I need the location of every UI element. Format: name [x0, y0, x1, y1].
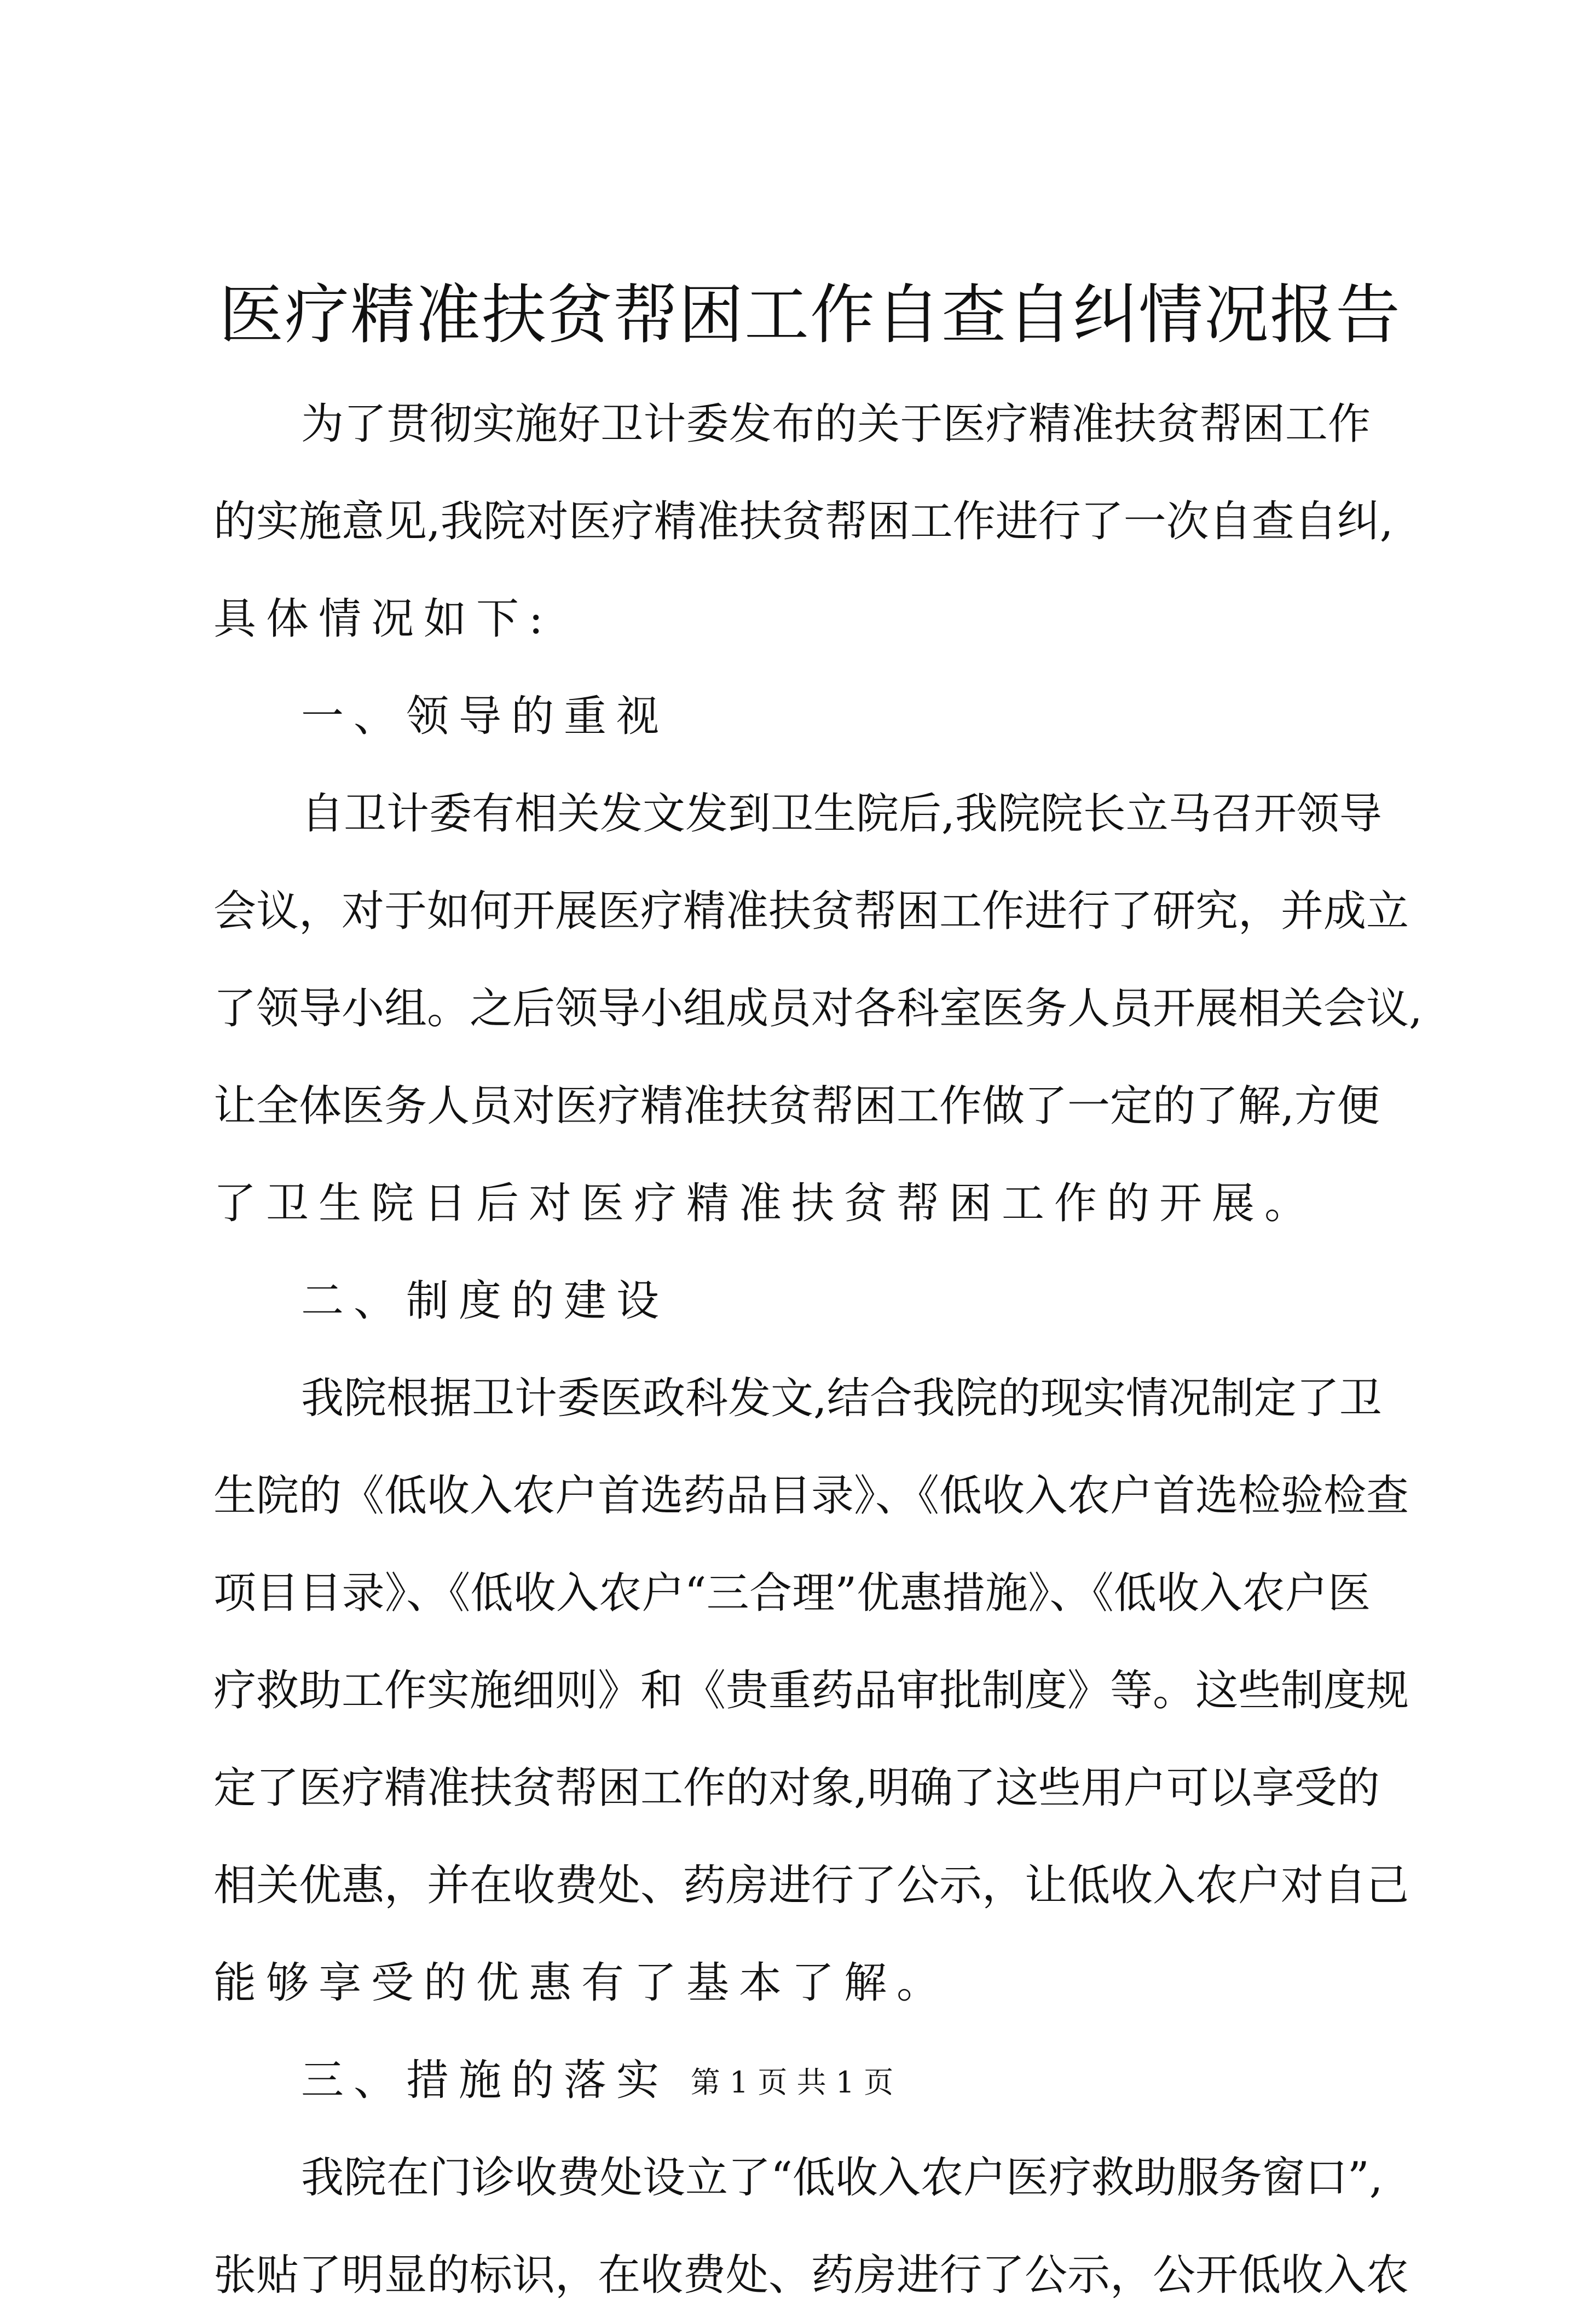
body-line: 了卫生院日后对医疗精准扶贫帮困工作的开展。 — [213, 1179, 1317, 1228]
body-line: 疗救助工作实施细则》和《贵重药品审批制度》等。这些制度规 — [213, 1666, 1409, 1715]
document-body — [213, 375, 1423, 2324]
body-line: 定了医疗精准扶贫帮困工作的对象,明确了这些用户可以享受的 — [213, 1764, 1380, 1813]
body-line: 的实施意见,我院对医疗精准扶贫帮困工作进行了一次自查自纠, — [213, 497, 1394, 546]
document-title: 医疗精准扶贫帮困工作自查自纠情况报告 — [219, 277, 1402, 352]
page-footer: 第 1 页 共 1 页 — [690, 2065, 894, 2100]
body-line: 我院在门诊收费处设立了“低收入农户医疗救助服务窗口”, — [301, 2153, 1383, 2202]
body-line: 生院的《低收入农户首选药品目录》、《低收入农户首选检验检查 — [213, 1471, 1409, 1521]
body-line: 相关优惠，并在收费处、药房进行了公示，让低收入农户对自己 — [213, 1861, 1409, 1910]
body-line: 为了贯彻实施好卫计委发布的关于医疗精准扶贫帮困工作 — [301, 400, 1371, 449]
body-line: 让全体医务人员对医疗精准扶贫帮困工作做了一定的了解,方便 — [213, 1082, 1380, 1131]
body-line: 我院根据卫计委医政科发文,结合我院的现实情况制定了卫 — [301, 1374, 1382, 1423]
body-line: 自卫计委有相关发文发到卫生院后,我院院长立马召开领导 — [301, 789, 1382, 839]
body-line: 具体情况如下: — [213, 594, 553, 644]
body-line: 一、领导的重视 — [301, 692, 669, 741]
body-line: 能够享受的优惠有了基本了解。 — [213, 1958, 950, 2008]
body-line: 了领导小组。之后领导小组成员对各科室医务人员开展相关会议, — [213, 984, 1423, 1033]
body-line: 二、制度的建设 — [301, 1276, 669, 1326]
body-line: 项目目录》、《低收入农户“三合理”优惠措施》、《低收入农户医 — [213, 1569, 1371, 1618]
body-line: 会议，对于如何开展医疗精准扶贫帮困工作进行了研究，并成立 — [213, 887, 1409, 936]
body-line: 三、措施的落实 — [301, 2056, 669, 2105]
body-line: 张贴了明显的标识，在收费处、药房进行了公示，公开低收入农 — [213, 2251, 1409, 2300]
